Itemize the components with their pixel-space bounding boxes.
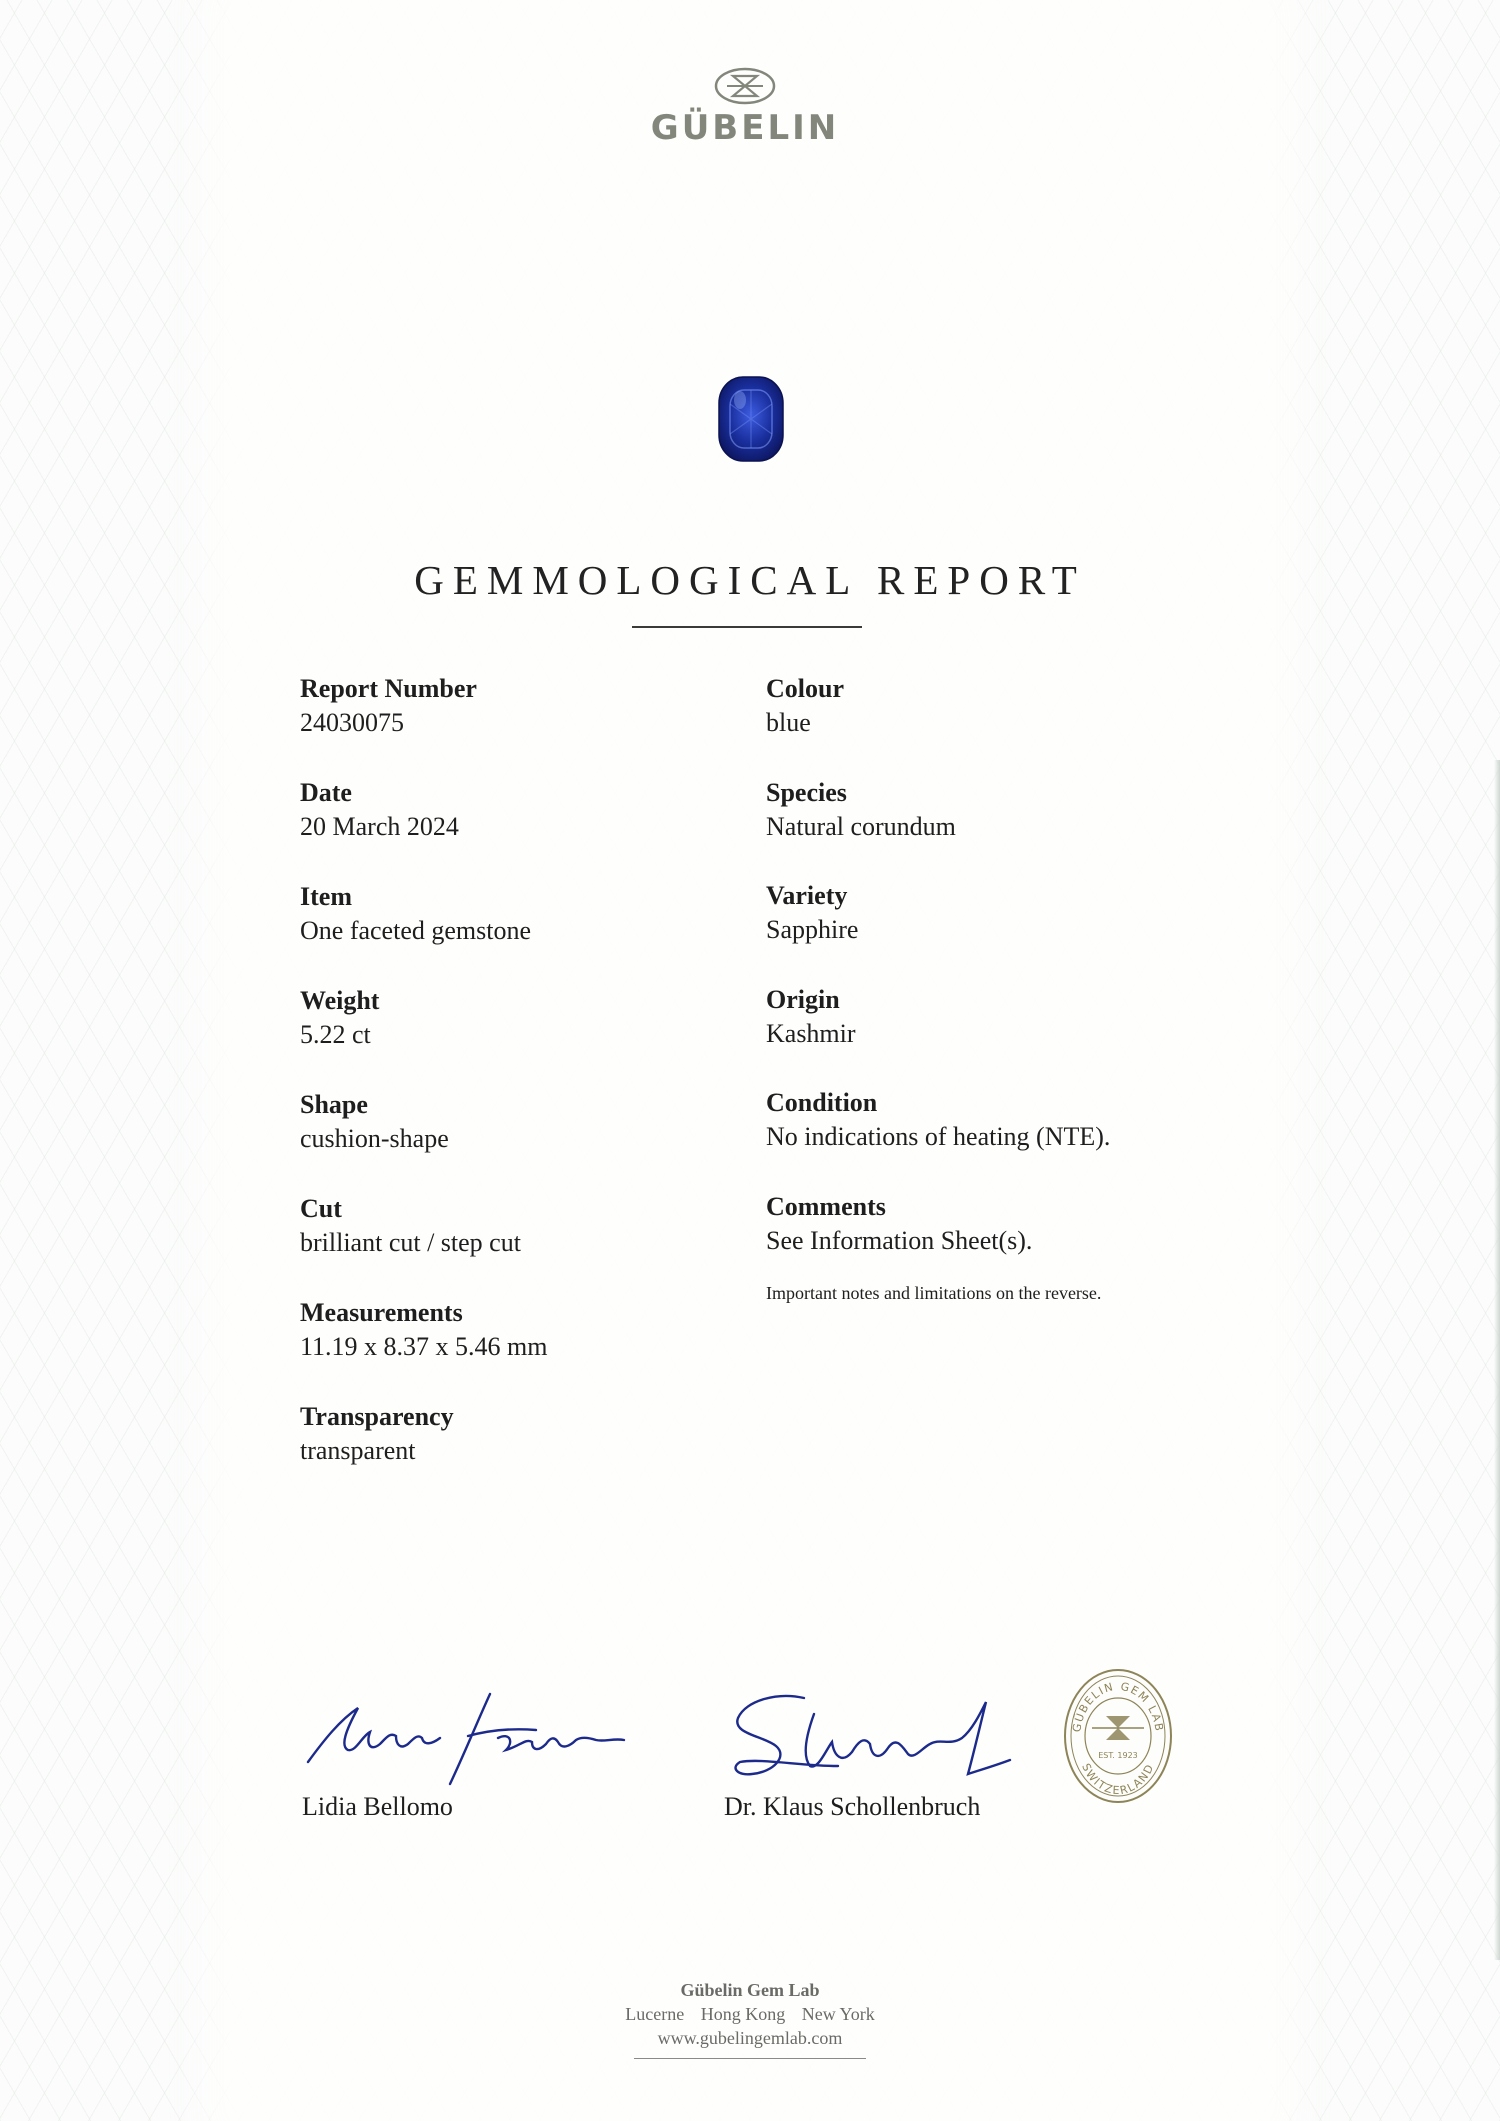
svg-text:GÜBELIN GEM LAB: GÜBELIN GEM LAB — [1070, 1679, 1166, 1734]
field-label: Shape — [300, 1090, 368, 1119]
field-value: 11.19 x 8.37 x 5.46 mm — [300, 1332, 548, 1361]
field-item — [300, 880, 740, 984]
right-field-column — [766, 672, 1326, 1305]
signatory-name-bellomo: Lidia Bellomo — [302, 1792, 453, 1821]
logo-wordmark: GÜBELIN — [650, 108, 840, 148]
field-label: Comments — [766, 1191, 886, 1221]
field-value: transparent — [300, 1436, 416, 1465]
field-report-number — [300, 672, 740, 776]
field-label: Cut — [300, 1194, 342, 1223]
field-label: Colour — [766, 674, 844, 703]
field-value: brilliant cut / step cut — [300, 1228, 521, 1257]
field-comments — [766, 1190, 1326, 1294]
gubelin-gem-lab-seal-icon — [1062, 1666, 1174, 1806]
signature-bellomo-image — [300, 1680, 660, 1790]
svg-text:SWITZERLAND: SWITZERLAND — [1079, 1761, 1157, 1798]
field-value: One faceted gemstone — [300, 916, 532, 945]
field-condition — [766, 1086, 1326, 1190]
footer-divider — [634, 2058, 866, 2059]
field-transparency — [300, 1400, 740, 1504]
title-divider — [632, 626, 862, 628]
reverse-notes-text: Important notes and limitations on the reverse. — [766, 1283, 1102, 1303]
field-variety — [766, 879, 1326, 983]
svg-text:EST. 1923: EST. 1923 — [1098, 1751, 1138, 1760]
field-label: Measurements — [300, 1298, 463, 1327]
field-value: blue — [766, 708, 811, 737]
field-label: Item — [300, 882, 352, 911]
field-shape — [300, 1088, 740, 1192]
gubelin-logo — [620, 66, 870, 148]
footer-locations — [540, 2002, 960, 2026]
field-measurements — [300, 1296, 740, 1400]
footer-lab-name: Gübelin Gem Lab — [680, 1980, 820, 2000]
footer-city: New York — [801, 2004, 875, 2024]
signature-block-bellomo — [300, 1680, 660, 1821]
footer-city: Lucerne — [625, 2004, 685, 2024]
field-label: Origin — [766, 984, 840, 1014]
signatory-name-schollenbruch: Dr. Klaus Schollenbruch — [724, 1792, 981, 1821]
field-cut — [300, 1192, 740, 1296]
field-value: See Information Sheet(s). — [766, 1225, 1033, 1255]
sapphire-gemstone-image — [716, 374, 786, 464]
field-value: Sapphire — [766, 915, 859, 944]
field-label: Transparency — [300, 1402, 454, 1431]
field-date — [300, 776, 740, 880]
field-value: 20 March 2024 — [300, 812, 459, 841]
field-value: 5.22 ct — [300, 1020, 371, 1049]
field-label: Species — [766, 777, 847, 807]
footer — [540, 1978, 960, 2059]
field-weight — [300, 984, 740, 1088]
field-origin — [766, 983, 1326, 1087]
field-species — [766, 776, 1326, 880]
page-edge-shadow — [1494, 760, 1500, 1960]
field-label: Condition — [766, 1088, 878, 1117]
footer-city: Hong Kong — [700, 2004, 786, 2024]
field-value: 24030075 — [300, 708, 404, 737]
field-value: Natural corundum — [766, 811, 956, 841]
signature-schollenbruch-image — [718, 1686, 1018, 1796]
gubelin-emblem-icon — [713, 66, 777, 106]
left-field-column — [300, 672, 740, 1504]
field-value: No indications of heating (NTE). — [766, 1122, 1111, 1151]
field-label: Variety — [766, 881, 848, 910]
field-value: cushion-shape — [300, 1124, 449, 1153]
report-title: GEMMOLOGICAL REPORT — [414, 557, 1086, 603]
footer-website-link[interactable]: www.gubelingemlab.com — [657, 2028, 843, 2048]
field-value: Kashmir — [766, 1018, 856, 1048]
signature-block-schollenbruch — [718, 1686, 1018, 1821]
field-label: Report Number — [300, 674, 477, 703]
field-label: Weight — [300, 986, 380, 1015]
field-colour — [766, 672, 1326, 776]
field-label: Date — [300, 778, 352, 807]
